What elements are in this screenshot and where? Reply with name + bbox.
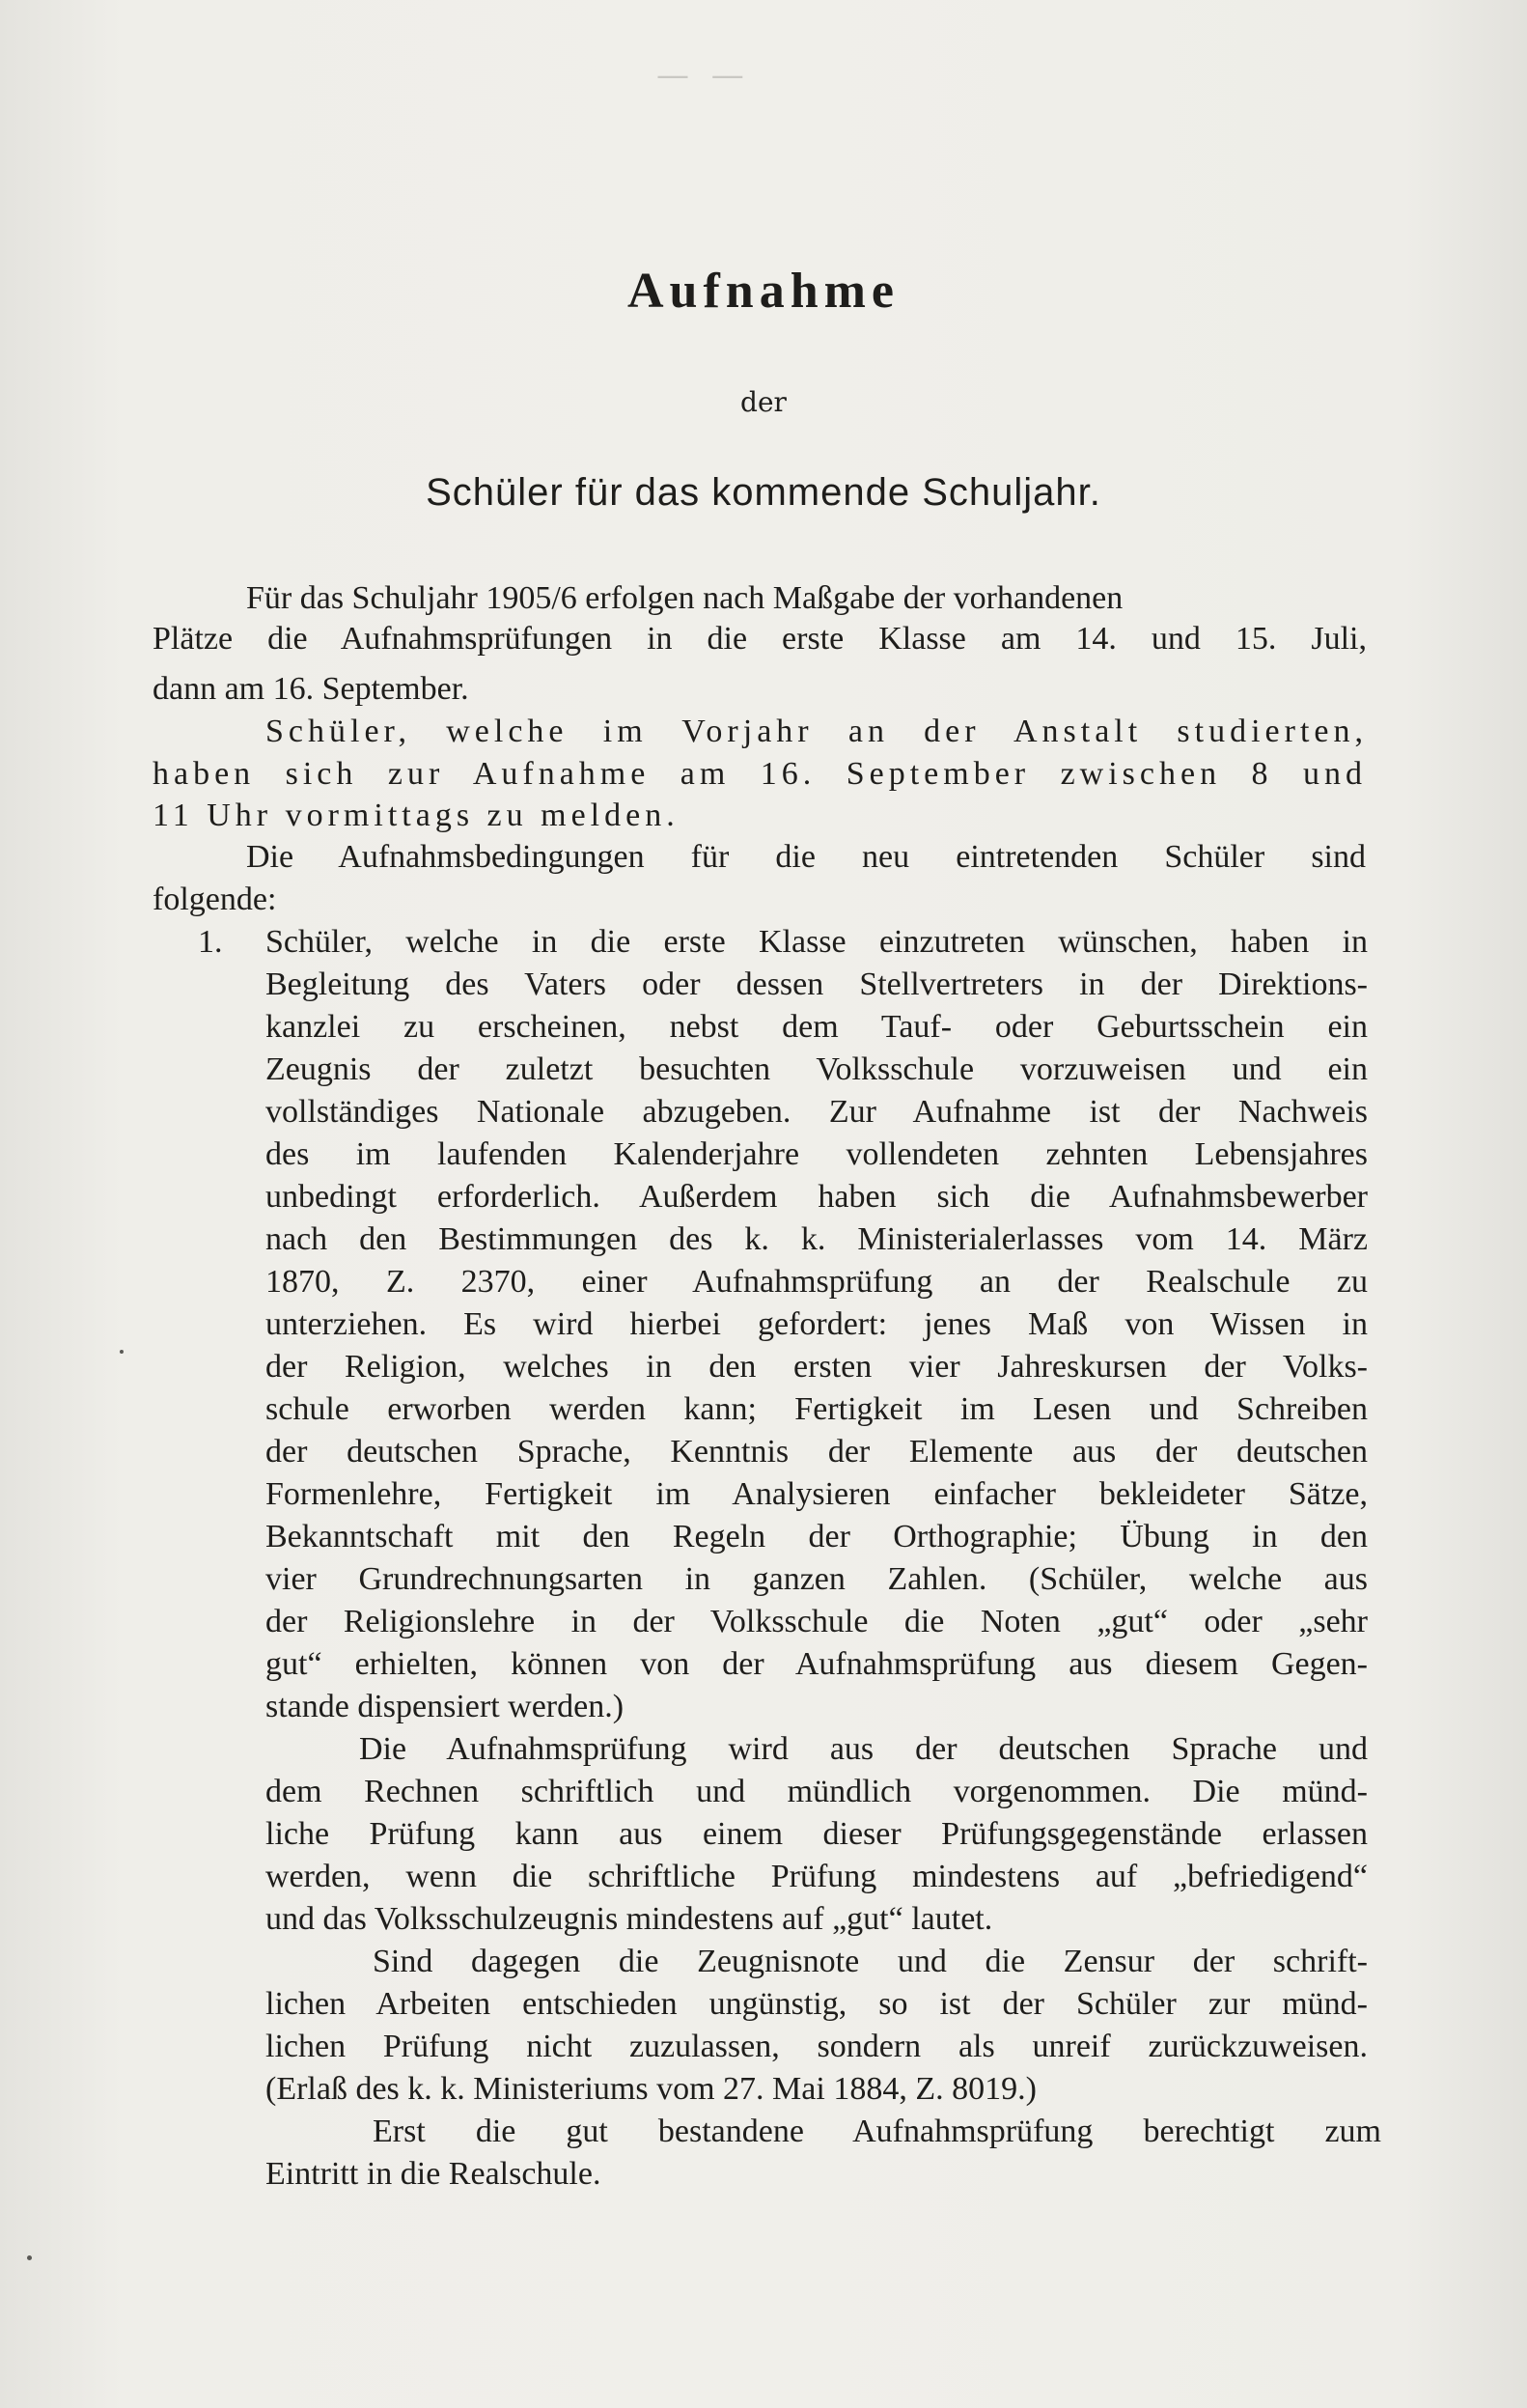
text-line: Erst die gut bestandene Aufnahmsprüfung berechtigt zum [373,2114,1381,2149]
text-line: kanzlei zu erscheinen, nebst dem Tauf- oder Geburtsschein ein [265,1009,1368,1045]
text-line: Eintritt in die Realschule. [265,2156,601,2192]
list-number: 1. [198,924,223,960]
text-line: Die Aufnahmsprüfung wird aus der deutschen Sprache und [359,1731,1368,1767]
text-line: unbedingt erforderlich. Außerdem haben sich die Aufnahmsbewerber [265,1179,1368,1215]
subtitle-article: der [740,386,787,418]
text-line: Sind dagegen die Zeugnisnote und die Zensur der schrift- [373,1944,1368,1979]
text-line: der deutschen Sprache, Kenntnis der Elemente aus der deutschen [265,1434,1368,1470]
text-line: dann am 16. September. [153,671,469,707]
text-line: lichen Prüfung nicht zuzulassen, sondern als unreif zurückzuweisen. [265,2029,1368,2064]
text-line: 1870, Z. 2370, einer Aufnahmsprüfung an der Realschule zu [265,1264,1368,1300]
scan-speck [120,1350,124,1354]
text-line: werden, wenn die schriftliche Prüfung mindestens auf „befriedigend“ [265,1859,1368,1894]
page-title: Aufnahme [626,264,901,319]
text-line: folgende: [153,882,277,917]
text-line: (Erlaß des k. k. Ministeriums vom 27. Mai 1884, Z. 8019.) [265,2071,1037,2107]
text-line: Plätze die Aufnahmsprüfungen in die erste Klasse am 14. und 15. Juli, [153,621,1367,657]
text-line: Bekanntschaft mit den Regeln der Orthographie; Übung in den [265,1519,1368,1554]
text-line: nach den Bestimmungen des k. k. Ministerialerlasses vom 14. März [265,1221,1368,1257]
text-line: der Religion, welches in den ersten vier Jahreskursen der Volks- [265,1349,1368,1385]
show-through-page-number: — — [656,56,750,95]
text-line: Formenlehre, Fertigkeit im Analysieren einfacher bekleideter Sätze, [265,1476,1368,1512]
text-line: Begleitung des Vaters oder dessen Stellvertreters in der Direktions- [265,966,1368,1002]
text-line: schule erworben werden kann; Fertigkeit im Lesen und Schreiben [265,1391,1368,1427]
text-line: unterziehen. Es wird hierbei gefordert: jenes Maß von Wissen in [265,1306,1368,1342]
text-line: der Religionslehre in der Volksschule die Noten „gut“ oder „sehr [265,1604,1368,1639]
text-line: lichen Arbeiten entschieden ungünstig, so ist der Schüler zur münd- [265,1986,1368,2022]
text-line: haben sich zur Aufnahme am 16. September zwischen 8 und [153,756,1367,792]
text-line: vollständiges Nationale abzugeben. Zur Aufnahme ist der Nachweis [265,1094,1368,1130]
scan-speck [27,2255,32,2260]
page-subtitle: Schüler für das kommende Schuljahr. [426,471,1101,514]
text-line: des im laufenden Kalenderjahre vollendeten zehnten Lebensjahres [265,1136,1368,1172]
text-line: Schüler, welche im Vorjahr an der Anstalt studierten, [265,714,1368,749]
text-line: stande dispensiert werden.) [265,1689,625,1724]
text-line: liche Prüfung kann aus einem dieser Prüfungsgegenstände erlassen [265,1816,1368,1852]
text-line: gut“ erhielten, können von der Aufnahmsprüfung aus diesem Gegen- [265,1646,1368,1682]
text-line: vier Grundrechnungsarten in ganzen Zahlen. (Schüler, welche aus [265,1561,1368,1597]
text-line: Zeugnis der zuletzt besuchten Volksschule vorzuweisen und ein [265,1051,1368,1087]
text-line: und das Volksschulzeugnis mindestens auf „gut“ lautet. [265,1901,993,1937]
text-line: 11 Uhr vormittags zu melden. [153,798,680,833]
text-line: Die Aufnahmsbedingungen für die neu eintretenden Schüler sind [246,839,1366,875]
text-line: dem Rechnen schriftlich und mündlich vorgenommen. Die münd- [265,1774,1368,1809]
text-line: Für das Schuljahr 1905/6 erfolgen nach Maßgabe der vorhandenen [246,580,1124,616]
text-line: Schüler, welche in die erste Klasse einzutreten wünschen, haben in [265,924,1368,960]
